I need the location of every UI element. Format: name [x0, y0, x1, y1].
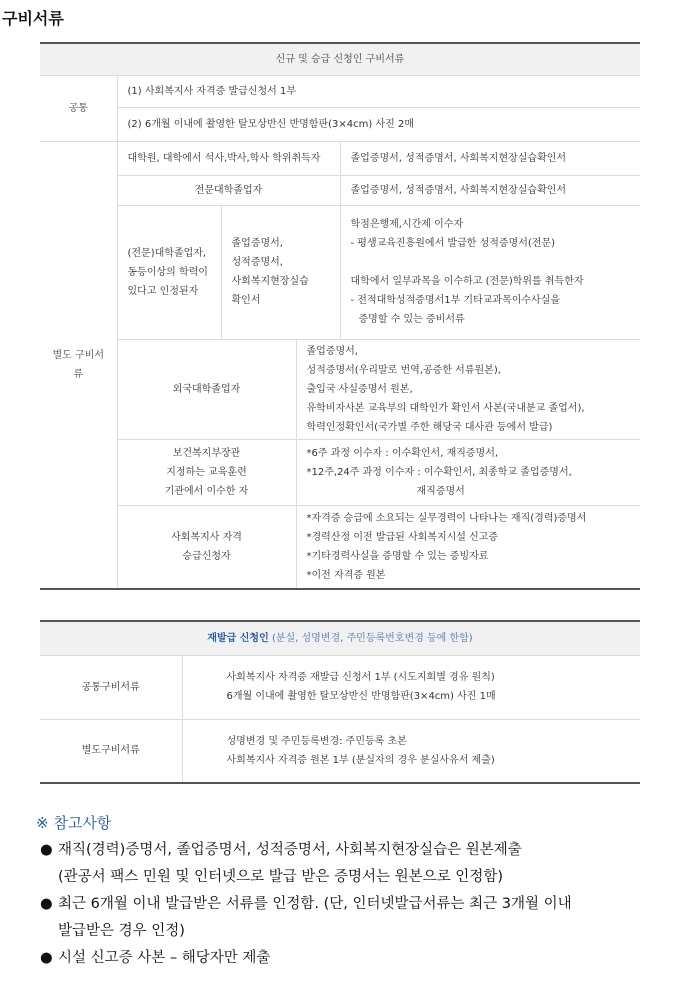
- doc-line: 사회복지사 자격증 원본 1부 (분실자의 경우 분실사유서 제출): [226, 754, 495, 766]
- common-item: (2) 6개월 이내에 촬영한 탈모상반신 반명함판(3×4cm) 사진 2매: [117, 107, 640, 141]
- foreign-graduate-cell: 외국대학졸업자: [117, 339, 296, 439]
- reissue-row-label: 공통구비서류: [40, 655, 182, 719]
- doc-line: 증명할 수 있는 증비서류: [358, 314, 465, 325]
- page-title: 구비서류: [2, 9, 64, 28]
- note-item: [36, 945, 700, 972]
- mid-doc-line: 사회복지현장실습: [231, 276, 309, 287]
- doc-line: 성명변경 및 주민등록변경: 주민등록 초본: [226, 735, 407, 747]
- mid-doc-line: 성적증명서,: [231, 257, 283, 268]
- promotion-applicant-cell: [117, 505, 296, 589]
- doc-line: - 평생교육진흥원에서 발급한 성적증명서(전문): [350, 238, 555, 249]
- degree-holder-cell: 대학원, 대학에서 석사,박사,학사 학위취득자: [117, 141, 340, 175]
- college-graduate-cell: 전문대학졸업자: [117, 175, 340, 205]
- note-line: (관공서 팩스 민원 및 인터넷으로 발급 받은 증명서는 원본으로 인정함): [58, 869, 503, 885]
- training-completer-cell: [117, 439, 296, 505]
- equivalent-education-mid-docs: [221, 205, 340, 339]
- cell-line: 사회복지사 자격: [171, 531, 242, 543]
- note-line: 시설 신고증 사본 – 해당자만 제출: [58, 950, 271, 966]
- doc-line: 대학에서 일부과목을 이수하고 (전문)학위를 취득한자: [350, 276, 584, 287]
- reissue-row-label: 별도구비서류: [40, 719, 182, 783]
- notes-section: [36, 812, 700, 972]
- bullet-icon: ●: [40, 950, 53, 966]
- college-graduate-docs: 졸업증명서, 성적증명서, 사회복지현장실습확인서: [340, 175, 640, 205]
- doc-line: 학력인정확인서(국가별 주한 해당국 대사관 등에서 발급): [306, 421, 553, 433]
- notes-title: ※ 참고사항: [36, 814, 112, 832]
- doc-line: *이전 자격증 원본: [306, 569, 386, 581]
- doc-line: *경력산정 이전 발급된 사회복지시설 신고증: [306, 531, 499, 543]
- table-header: 신규 및 승급 신청인 구비서류: [40, 43, 640, 75]
- cell-line: 보건복지부장관: [172, 447, 241, 459]
- doc-line: 유학비자사본 교육부의 대학인가 확인서 사본(국내분교 졸업서),: [306, 402, 585, 414]
- degree-holder-docs: 졸업증명서, 성적증명서, 사회복지현장실습확인서: [340, 141, 640, 175]
- new-application-documents-table: [40, 42, 640, 590]
- doc-line: *6주 과정 이수자 : 이수확인서, 재직증명서,: [306, 447, 499, 459]
- mid-doc-line: 졸업증명서,: [231, 238, 283, 249]
- reissue-documents-table: [40, 620, 640, 784]
- separate-docs-label: 별도 구비서류: [40, 141, 117, 589]
- note-line: 발급받은 경우 인정): [58, 923, 185, 939]
- doc-line: *기타경력사실을 증명할 수 있는 증빙자료: [306, 550, 489, 562]
- doc-line: 재직증명서: [416, 485, 465, 497]
- equivalent-education-cell: [117, 205, 221, 339]
- doc-line: 졸업증명서,: [306, 345, 358, 357]
- foreign-graduate-docs: [296, 339, 640, 439]
- reissue-row-docs: [182, 719, 640, 783]
- reissue-row-docs: [182, 655, 640, 719]
- cell-line: 승급신청자: [182, 550, 231, 562]
- training-completer-docs: [296, 439, 640, 505]
- equivalent-education-line: (전문)대학졸업자,: [127, 247, 207, 259]
- equivalent-education-docs: [340, 205, 640, 339]
- equivalent-education-line: 있다고 인정된자: [127, 285, 199, 297]
- reissue-header-subtitle: (분실, 성명변경, 주민등록번호변경 등에 한함): [271, 632, 473, 644]
- equivalent-education-line: 동등이상의 학력이: [127, 266, 208, 278]
- doc-line: 6개월 이내에 촬영한 탈모상반신 반명함판(3×4cm) 사진 1매: [226, 691, 496, 702]
- common-label: 공통: [40, 75, 117, 141]
- notes-list: [36, 837, 700, 972]
- note-item: [36, 837, 700, 891]
- reissue-header: [40, 621, 640, 655]
- doc-line: *자격증 승급에 소요되는 실무경력이 나타나는 재직(경력)증명서: [306, 512, 587, 524]
- doc-line: 사회복지사 자격증 재발급 신청서 1부 (시도지회별 경유 원칙): [226, 672, 495, 683]
- bullet-icon: ●: [40, 842, 53, 858]
- note-line: 재직(경력)증명서, 졸업증명서, 성적증명서, 사회복지현장실습은 원본제출: [58, 842, 522, 858]
- doc-line: *12주,24주 과정 이수자 : 이수확인서, 최종학교 졸업증명서,: [306, 466, 572, 478]
- doc-line: 출입국 사실증명서 원본,: [306, 383, 413, 395]
- doc-line: - 전적대학성적증명서1부 기타교과목이수사실을: [350, 295, 561, 306]
- reissue-header-title: 재발급 신청인: [207, 632, 269, 644]
- doc-line: 성적증명서(우리말로 번역,공증한 서류원본),: [306, 364, 501, 376]
- mid-doc-line: 확인서: [231, 295, 261, 306]
- note-line: 최근 6개월 이내 발급받은 서류를 인정함. (단, 인터넷발급서류는 최근 3개월 이내: [58, 896, 572, 912]
- doc-line: 학점은행제,시간제 이수자: [350, 219, 464, 230]
- common-item: (1) 사회복지사 자격증 발급신청서 1부: [117, 75, 640, 107]
- promotion-applicant-docs: [296, 505, 640, 589]
- cell-line: 기관에서 이수한 자: [164, 485, 249, 497]
- bullet-icon: ●: [40, 896, 53, 912]
- note-item: [36, 891, 700, 945]
- cell-line: 지정하는 교육훈련: [166, 466, 247, 478]
